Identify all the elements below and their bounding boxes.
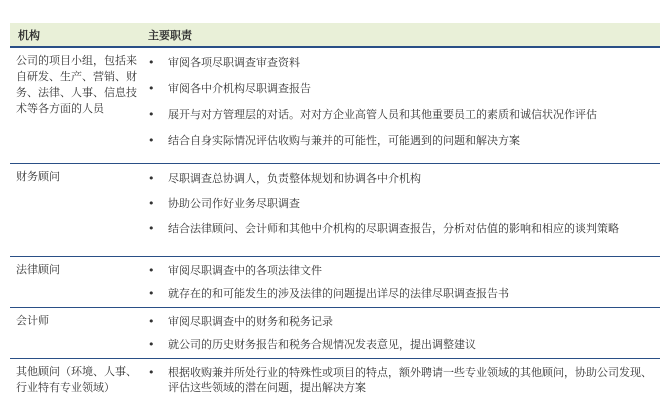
bullet-icon: • [148,315,155,328]
duty-text: 就存在的和可能发生的涉及法律的问题提出详尽的法律尽职调查报告书 [168,287,509,300]
duty-text: 审阅各中介机构尽职调查报告 [168,82,311,95]
org-cell: 公司的项目小组，包括来自研发、生产、营销、财务、法律、人事、信息技术等各方面的人员 [16,54,137,115]
duty-text: 根据收购兼并所处行业的特殊性或项目的特点，额外聘请一些专业领域的其他顾问，协助公司发现、评估这些领域的潜在问题，提出解决方案 [168,366,652,394]
table-row [10,164,660,257]
bullet-icon: • [148,134,155,147]
org-cell: 财务顾问 [16,170,60,183]
header-duty: 主要职责 [148,29,192,42]
bullet-icon: • [148,222,155,235]
duty-text: 审阅尽职调查中的财务和税务记录 [168,315,333,328]
bullet-icon: • [148,338,155,351]
bullet-icon: • [148,197,155,210]
bullet-icon: • [148,366,155,379]
duty-text: 结合自身实际情况评估收购与兼并的可能性，可能遇到的问题和解决方案 [168,134,520,147]
bullet-icon: • [148,56,155,69]
table-row [10,359,660,405]
header-org: 机构 [18,29,40,42]
bullet-icon: • [148,287,155,300]
due-diligence-table [10,23,660,406]
duty-text: 展开与对方管理层的对话。对对方企业高管人员和其他重要员工的素质和诚信状况作评估 [168,108,597,121]
bullet-icon: • [148,172,155,185]
duty-text: 审阅各项尽职调查审查资料 [168,56,300,69]
duty-text: 尽职调查总协调人，负责整体规划和协调各中介机构 [168,172,421,185]
duty-text: 就公司的历史财务报告和税务合规情况发表意见，提出调整建议 [168,338,476,351]
table-row [10,48,660,164]
table-row [10,308,660,359]
duty-text: 结合法律顾问、会计师和其他中介机构的尽职调查报告，分析对估值的影响和相应的谈判策略 [168,222,619,235]
org-cell: 法律顾问 [16,263,60,276]
org-cell: 会计师 [16,314,49,327]
bullet-icon: • [148,108,155,121]
table-header [10,23,660,48]
bullet-icon: • [148,82,155,95]
table-row [10,257,660,308]
bullet-icon: • [148,264,155,277]
org-cell: 其他顾问（环境、人事、行业特有专业领域） [16,365,137,394]
duty-text: 审阅尽职调查中的各项法律文件 [168,264,322,277]
duty-text: 协助公司作好业务尽职调查 [168,197,300,210]
